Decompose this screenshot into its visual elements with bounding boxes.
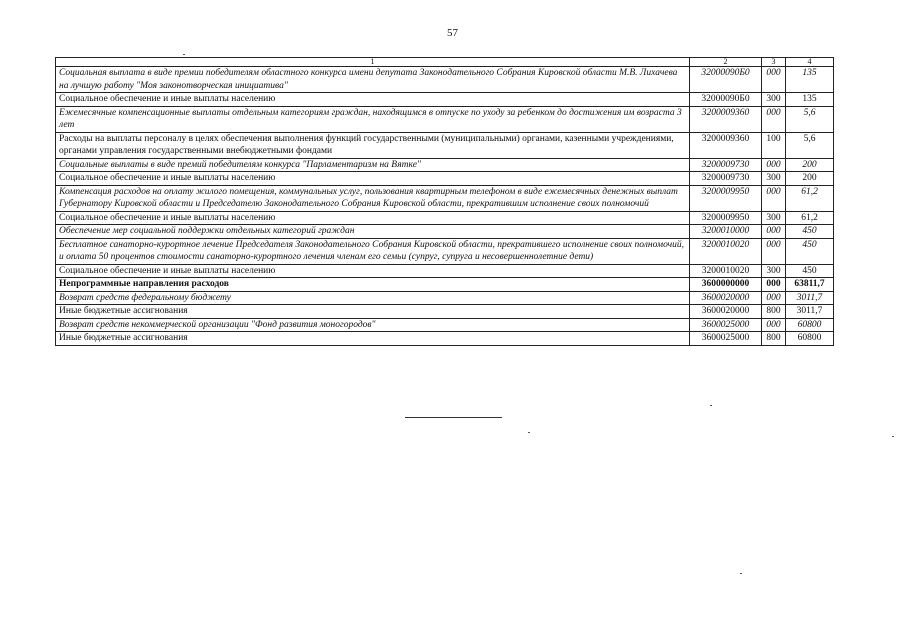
column-header-code: 2	[690, 58, 762, 67]
table-row	[56, 305, 834, 319]
table-row	[56, 172, 834, 186]
row-code-cell: 3200009360	[690, 106, 762, 132]
row-code-cell: 3200009950	[690, 185, 762, 211]
table-row	[56, 93, 834, 107]
row-sum-cell: 60800	[786, 332, 834, 346]
row-name-cell: Социальное обеспечение и иные выплаты населению	[56, 93, 690, 107]
row-sum-cell: 61,2	[786, 211, 834, 225]
row-code-cell: 3600025000	[690, 332, 762, 346]
row-name-cell: Компенсация расходов на оплату жилого помещения, коммунальных услуг, пользования квартирным телефоном в виде ежемесячных денежных выплат Губернатору Кировской области и Председателю Законодательного Собрания Кировской области, прекратившим исполнение своих полномочий	[56, 185, 690, 211]
row-name-cell: Ежемесячные компенсационные выплаты отдельным категориям граждан, находящимся в отпуске по уходу за ребенком до достижения им возраста 3 лет	[56, 106, 690, 132]
row-name-cell: Социальное обеспечение и иные выплаты населению	[56, 172, 690, 186]
row-type-cell: 000	[762, 158, 786, 172]
table-row	[56, 106, 834, 132]
row-type-cell: 000	[762, 106, 786, 132]
row-type-cell: 300	[762, 211, 786, 225]
row-type-cell: 100	[762, 132, 786, 158]
row-sum-cell: 200	[786, 172, 834, 186]
table-row	[56, 158, 834, 172]
table-row	[56, 318, 834, 332]
row-type-cell: 000	[762, 238, 786, 264]
table-row	[56, 264, 834, 278]
row-sum-cell: 200	[786, 158, 834, 172]
row-sum-cell: 5,6	[786, 106, 834, 132]
row-type-cell: 000	[762, 67, 786, 93]
row-name-cell: Социальное обеспечение и иные выплаты населению	[56, 211, 690, 225]
row-code-cell: 3200010020	[690, 238, 762, 264]
row-code-cell: 3600020000	[690, 291, 762, 305]
row-code-cell: 3200010000	[690, 225, 762, 239]
footer-divider	[405, 417, 502, 418]
table-body	[56, 67, 834, 346]
row-name-cell: Возврат средств некоммерческой организации "Фонд развития моногородов"	[56, 318, 690, 332]
table-row	[56, 132, 834, 158]
row-sum-cell: 450	[786, 238, 834, 264]
row-name-cell: Расходы на выплаты персоналу в целях обеспечения выполнения функций государственными (муниципальными) органами, казенными учреждениями, органами управления государственными внебюджетными фондами	[56, 132, 690, 158]
row-sum-cell: 135	[786, 93, 834, 107]
row-code-cell: 3200009730	[690, 158, 762, 172]
scan-speck	[183, 54, 185, 55]
row-code-cell: 32000090Б0	[690, 67, 762, 93]
row-type-cell: 300	[762, 172, 786, 186]
row-code-cell: 3600000000	[690, 278, 762, 292]
budget-table	[55, 57, 834, 346]
row-sum-cell: 5,6	[786, 132, 834, 158]
row-code-cell: 3200009360	[690, 132, 762, 158]
row-code-cell: 3200009730	[690, 172, 762, 186]
row-sum-cell: 450	[786, 264, 834, 278]
row-name-cell: Обеспечение мер социальной поддержки отдельных категорий граждан	[56, 225, 690, 239]
table-row	[56, 278, 834, 292]
table-row	[56, 238, 834, 264]
column-header-name: 1	[56, 58, 690, 67]
row-name-cell: Социальные выплаты в виде премий победителям конкурса "Парламентаризм на Вятке"	[56, 158, 690, 172]
row-name-cell: Бесплатное санаторно-курортное лечение Председателя Законодательного Собрания Кировской области, прекратившего исполнение своих полномочий, и оплата 50 процентов стоимости санаторно-курортного лечения членам его семьи (супруг, супруга и несовершеннолетние дети)	[56, 238, 690, 264]
scan-speck	[892, 436, 894, 437]
row-sum-cell: 61,2	[786, 185, 834, 211]
row-type-cell: 000	[762, 278, 786, 292]
column-header-sum: 4	[786, 58, 834, 67]
row-sum-cell: 3011,7	[786, 291, 834, 305]
scan-speck	[528, 432, 530, 433]
row-name-cell: Иные бюджетные ассигнования	[56, 332, 690, 346]
row-code-cell: 3200010020	[690, 264, 762, 278]
column-header-type: 3	[762, 58, 786, 67]
row-sum-cell: 135	[786, 67, 834, 93]
row-type-cell: 300	[762, 93, 786, 107]
scan-speck	[710, 405, 712, 406]
row-type-cell: 000	[762, 225, 786, 239]
table-row	[56, 185, 834, 211]
row-sum-cell: 3011,7	[786, 305, 834, 319]
row-name-cell: Социальное обеспечение и иные выплаты населению	[56, 264, 690, 278]
row-type-cell: 000	[762, 318, 786, 332]
row-code-cell: 3200009950	[690, 211, 762, 225]
table-row	[56, 332, 834, 346]
row-sum-cell: 63811,7	[786, 278, 834, 292]
table-header-row	[56, 58, 834, 67]
row-type-cell: 000	[762, 185, 786, 211]
scan-speck	[740, 573, 742, 574]
row-type-cell: 800	[762, 305, 786, 319]
row-name-cell: Возврат средств федеральному бюджету	[56, 291, 690, 305]
page-number: 57	[447, 27, 458, 39]
row-type-cell: 300	[762, 264, 786, 278]
row-name-cell: Социальная выплата в виде премии победителям областного конкурса имени депутата Законодательного Собрания Кировской области М.В. Лихачева на лучшую работу "Моя законотворческая инициатива"	[56, 67, 690, 93]
table-row	[56, 225, 834, 239]
row-code-cell: 32000090Б0	[690, 93, 762, 107]
table-row	[56, 211, 834, 225]
table-row	[56, 67, 834, 93]
row-code-cell: 3600020000	[690, 305, 762, 319]
row-name-cell: Непрограммные направления расходов	[56, 278, 690, 292]
row-code-cell: 3600025000	[690, 318, 762, 332]
row-sum-cell: 450	[786, 225, 834, 239]
row-name-cell: Иные бюджетные ассигнования	[56, 305, 690, 319]
row-type-cell: 000	[762, 291, 786, 305]
row-type-cell: 800	[762, 332, 786, 346]
table-row	[56, 291, 834, 305]
row-sum-cell: 60800	[786, 318, 834, 332]
